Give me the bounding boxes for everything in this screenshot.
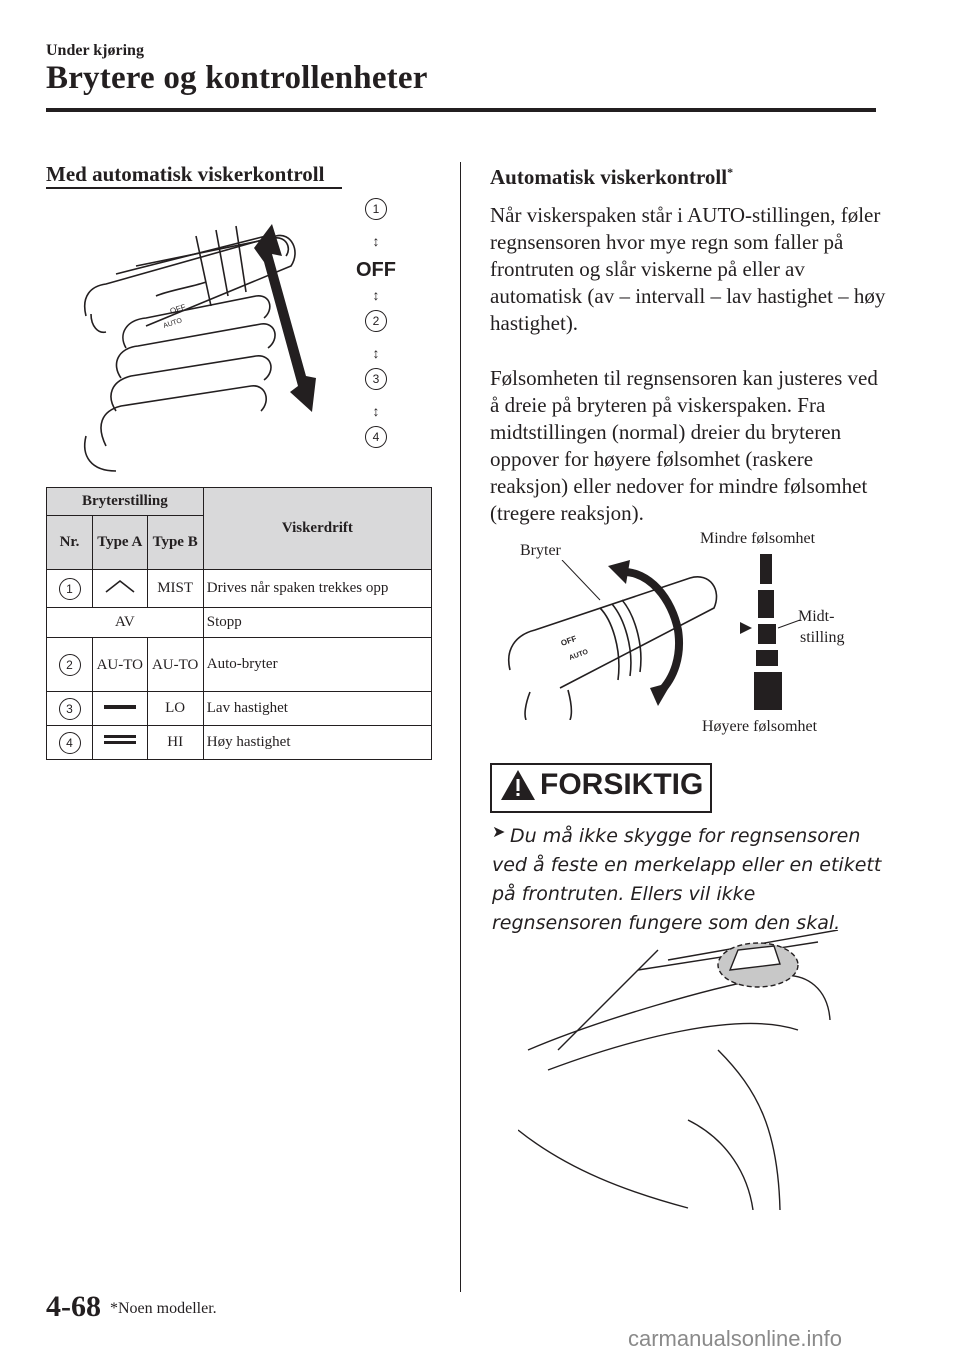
position-markers bbox=[356, 198, 396, 458]
watermark: carmanualsonline.info bbox=[628, 1326, 843, 1351]
table-header-nr: Nr. bbox=[47, 516, 93, 570]
type-b-value: MIST bbox=[147, 570, 203, 608]
arrow-updown-icon: ↕ bbox=[372, 347, 380, 362]
auto-wiper-paragraph: Når viskerspaken står i AUTO-stillingen, føler regnsensoren hvor mye regn som faller på frontruten og slår viskerne på eller av automatisk (av – intervall – lav hastighet – høy hastighet). bbox=[490, 203, 886, 335]
switch-label: Bryter bbox=[520, 542, 561, 559]
caution-label: FORSIKTIG bbox=[540, 768, 704, 801]
page-number: 4-68 bbox=[46, 1290, 101, 1323]
table-header-type-b: Type B bbox=[147, 516, 203, 570]
mid-position-label bbox=[798, 606, 844, 648]
type-a-value: AU-TO bbox=[93, 638, 148, 692]
left-heading-underline bbox=[46, 187, 342, 189]
merged-position-value: AV bbox=[47, 608, 204, 638]
position-number: 1 bbox=[59, 578, 81, 600]
hi-icon bbox=[100, 734, 140, 746]
mid-label-line-1: Midt- bbox=[798, 608, 835, 625]
table-row bbox=[47, 638, 432, 692]
wiper-positions-table bbox=[46, 487, 432, 760]
lever-auto-label: AUTO bbox=[568, 648, 590, 662]
type-b-value: HI bbox=[147, 726, 203, 760]
position-3-marker: 3 bbox=[365, 368, 387, 390]
less-sensitivity-label: Mindre følsomhet bbox=[700, 530, 816, 547]
table-header-operation: Viskerdrift bbox=[203, 488, 431, 570]
sensitivity-switch-illustration bbox=[500, 560, 750, 720]
svg-text:AUTO: AUTO bbox=[162, 317, 184, 330]
lever-off-label: OFF bbox=[559, 633, 578, 648]
mist-icon bbox=[100, 578, 140, 594]
table-header-group: Bryterstilling bbox=[47, 488, 204, 516]
position-number: 3 bbox=[59, 698, 81, 720]
position-number: 4 bbox=[59, 732, 81, 754]
type-b-value: LO bbox=[147, 692, 203, 726]
arrow-updown-icon: ↕ bbox=[372, 235, 380, 250]
operation-value: Drives når spaken trekkes opp bbox=[203, 570, 431, 608]
more-sensitivity-label: Høyere følsomhet bbox=[702, 718, 818, 735]
operation-value: Lav hastighet bbox=[203, 692, 431, 726]
column-divider bbox=[460, 162, 461, 1292]
right-section-heading bbox=[490, 165, 733, 190]
arrow-updown-icon: ↕ bbox=[372, 405, 380, 420]
mid-label-line-2: stilling bbox=[800, 629, 845, 646]
operation-value: Stopp bbox=[203, 608, 431, 638]
table-row bbox=[47, 608, 432, 638]
off-position-label: OFF bbox=[356, 259, 396, 281]
position-1-marker: 1 bbox=[365, 198, 387, 220]
chapter-title: Brytere og kontrollenheter bbox=[46, 60, 428, 96]
warning-triangle-icon bbox=[500, 769, 536, 801]
section-kicker: Under kjøring bbox=[46, 42, 144, 59]
arrow-updown-icon: ↕ bbox=[372, 289, 380, 304]
lo-icon bbox=[100, 702, 140, 712]
footnote-mark: * bbox=[727, 165, 734, 179]
sensitivity-paragraph: Følsomheten til regnsensoren kan justeres ved å dreie på bryteren på viskerspaken. Fra midtstillingen (normal) dreier du bryteren oppover for høyere følsomhet (raskere reaksjon) eller nedover for mindre følsomhet (tregere reaksjon). bbox=[490, 366, 878, 525]
table-row bbox=[47, 692, 432, 726]
windshield-sensor-illustration bbox=[518, 930, 848, 1210]
operation-value: Høy hastighet bbox=[203, 726, 431, 760]
operation-value: Auto-bryter bbox=[203, 638, 431, 692]
right-heading-text: Automatisk viskerkontroll bbox=[490, 165, 728, 189]
svg-text:OFF: OFF bbox=[168, 302, 187, 316]
caution-text: Du må ikke skygge for regnsensoren ved å feste en merkelapp eller en etikett på frontruten. Ellers vil ikke regnsensoren fungere som den skal. bbox=[492, 825, 882, 934]
position-number: 2 bbox=[59, 654, 81, 676]
table-header-type-a: Type A bbox=[93, 516, 148, 570]
position-2-marker: 2 bbox=[365, 310, 387, 332]
type-b-value: AU-TO bbox=[147, 638, 203, 692]
table-row bbox=[47, 570, 432, 608]
header-rule bbox=[46, 108, 876, 112]
sensitivity-scale bbox=[738, 554, 802, 712]
position-4-marker: 4 bbox=[365, 426, 387, 448]
footnote: *Noen modeller. bbox=[110, 1300, 217, 1317]
left-section-heading: Med automatisk viskerkontroll bbox=[46, 162, 325, 186]
bullet-icon: ➤ bbox=[492, 824, 506, 841]
table-row bbox=[47, 726, 432, 760]
